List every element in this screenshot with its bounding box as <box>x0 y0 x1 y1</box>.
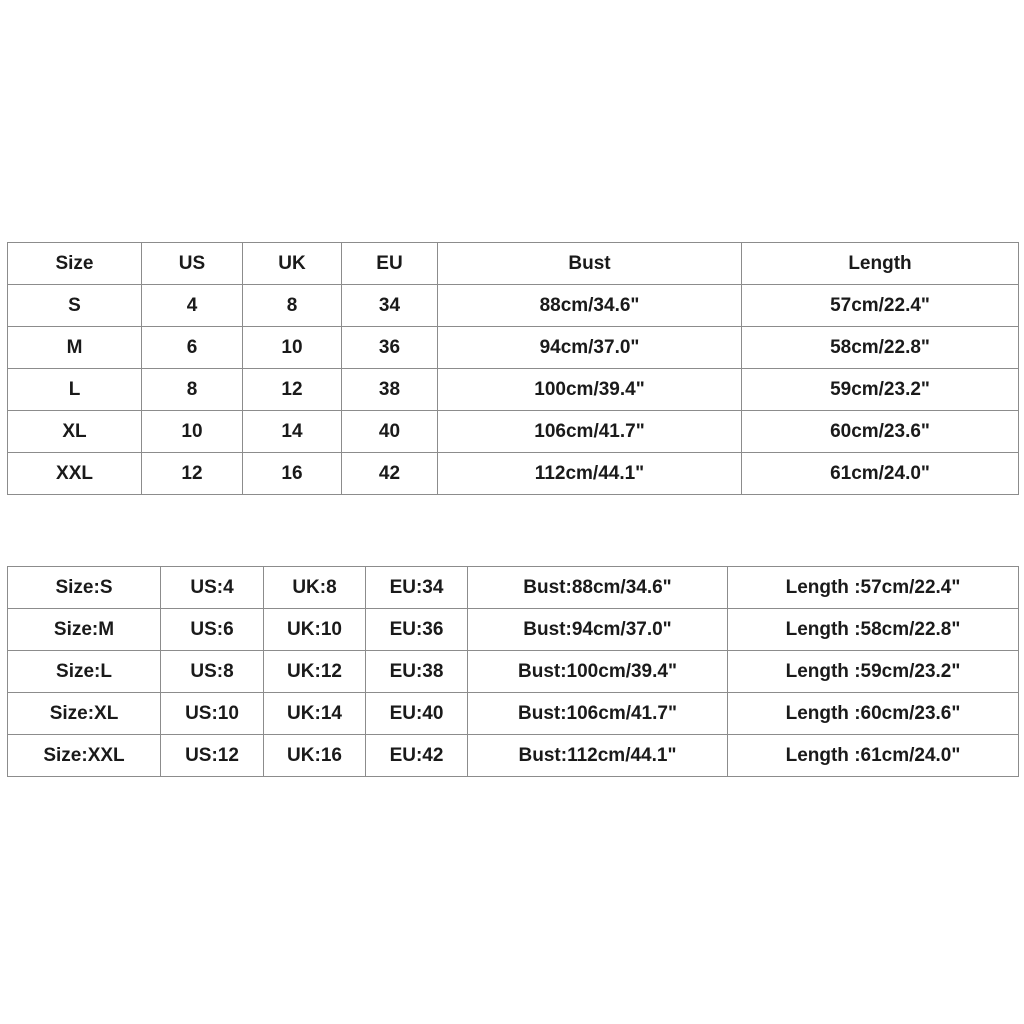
table-cell: UK:10 <box>264 609 366 651</box>
table-cell: Size:S <box>8 567 161 609</box>
table-cell: Bust:106cm/41.7" <box>468 693 728 735</box>
table-cell: Length :60cm/23.6" <box>728 693 1019 735</box>
table-cell: M <box>8 327 142 369</box>
table-cell: 10 <box>142 411 243 453</box>
table-cell: Length :59cm/23.2" <box>728 651 1019 693</box>
table-cell: Length :58cm/22.8" <box>728 609 1019 651</box>
column-header-uk: UK <box>243 243 342 285</box>
table-cell: 112cm/44.1" <box>438 453 742 495</box>
size-chart-table-2 <box>7 566 1019 777</box>
table-row <box>8 411 1019 453</box>
table-row <box>8 567 1019 609</box>
table-cell: EU:40 <box>366 693 468 735</box>
table-row <box>8 327 1019 369</box>
table-cell: EU:34 <box>366 567 468 609</box>
table-cell: Length :57cm/22.4" <box>728 567 1019 609</box>
table-cell: 88cm/34.6" <box>438 285 742 327</box>
table-row <box>8 693 1019 735</box>
table-cell: 60cm/23.6" <box>742 411 1019 453</box>
table-cell: US:12 <box>161 735 264 777</box>
table-cell: 14 <box>243 411 342 453</box>
column-header-bust: Bust <box>438 243 742 285</box>
table-cell: 6 <box>142 327 243 369</box>
table-cell: Size:XXL <box>8 735 161 777</box>
table-cell: 34 <box>342 285 438 327</box>
table-cell: EU:42 <box>366 735 468 777</box>
table-cell: XXL <box>8 453 142 495</box>
table-cell: S <box>8 285 142 327</box>
table-cell: 106cm/41.7" <box>438 411 742 453</box>
table-cell: 12 <box>142 453 243 495</box>
table-cell: 38 <box>342 369 438 411</box>
table-cell: XL <box>8 411 142 453</box>
table-cell: Bust:112cm/44.1" <box>468 735 728 777</box>
table-cell: 61cm/24.0" <box>742 453 1019 495</box>
table-row <box>8 369 1019 411</box>
table-cell: 40 <box>342 411 438 453</box>
table-cell: Size:XL <box>8 693 161 735</box>
table-cell: 42 <box>342 453 438 495</box>
table-cell: US:10 <box>161 693 264 735</box>
table-cell: UK:12 <box>264 651 366 693</box>
table-cell: L <box>8 369 142 411</box>
table-row <box>8 453 1019 495</box>
table-row <box>8 609 1019 651</box>
table-cell: 36 <box>342 327 438 369</box>
table-cell: UK:8 <box>264 567 366 609</box>
table-cell: US:8 <box>161 651 264 693</box>
size-chart-table-1 <box>7 242 1019 495</box>
table-cell: Size:M <box>8 609 161 651</box>
column-header-size: Size <box>8 243 142 285</box>
table-row <box>8 735 1019 777</box>
column-header-eu: EU <box>342 243 438 285</box>
column-header-us: US <box>142 243 243 285</box>
table-cell: Bust:94cm/37.0" <box>468 609 728 651</box>
table-row <box>8 285 1019 327</box>
table-cell: Length :61cm/24.0" <box>728 735 1019 777</box>
table-cell: 58cm/22.8" <box>742 327 1019 369</box>
table-cell: Bust:100cm/39.4" <box>468 651 728 693</box>
table-header-row <box>8 243 1019 285</box>
table-cell: 16 <box>243 453 342 495</box>
table-cell: UK:14 <box>264 693 366 735</box>
table-cell: EU:38 <box>366 651 468 693</box>
table-cell: EU:36 <box>366 609 468 651</box>
table-cell: 59cm/23.2" <box>742 369 1019 411</box>
table-cell: 4 <box>142 285 243 327</box>
table-row <box>8 651 1019 693</box>
table-cell: 100cm/39.4" <box>438 369 742 411</box>
table-cell: US:6 <box>161 609 264 651</box>
table-cell: 94cm/37.0" <box>438 327 742 369</box>
column-header-length: Length <box>742 243 1019 285</box>
table-cell: 57cm/22.4" <box>742 285 1019 327</box>
table-cell: Bust:88cm/34.6" <box>468 567 728 609</box>
table-cell: 8 <box>142 369 243 411</box>
table-cell: 10 <box>243 327 342 369</box>
table-cell: UK:16 <box>264 735 366 777</box>
table-cell: Size:L <box>8 651 161 693</box>
table-cell: US:4 <box>161 567 264 609</box>
table-cell: 12 <box>243 369 342 411</box>
table-cell: 8 <box>243 285 342 327</box>
